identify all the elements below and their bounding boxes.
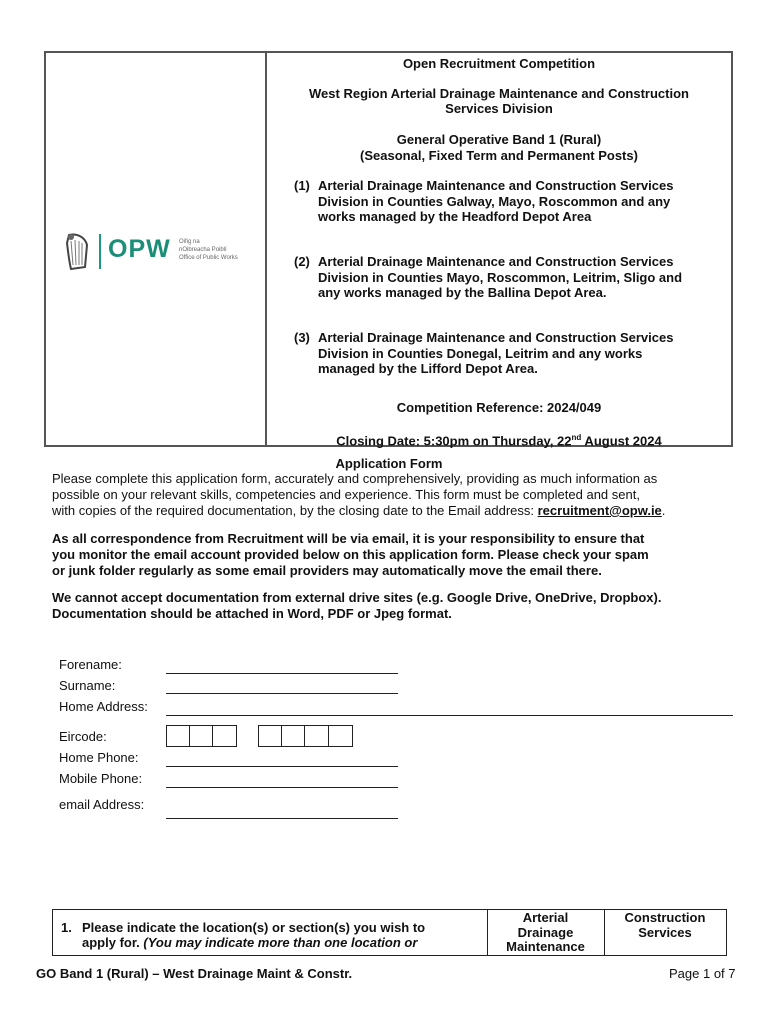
grade-line1: General Operative Band 1 (Rural) [396, 132, 602, 147]
eircode-box[interactable] [281, 725, 305, 747]
item-number: (2) [294, 254, 310, 269]
item-line: any works managed by the Ballina Depot Area. [318, 285, 607, 300]
item-line: Division in Counties Galway, Mayo, Roscommon and any [318, 193, 671, 209]
arterial-drainage-column [487, 910, 605, 955]
correspondence-line: or junk folder regularly as some email providers may automatically move the email there. [52, 563, 602, 578]
closing-date [265, 430, 733, 449]
closing-date-sup: nd [571, 433, 582, 442]
grade-line2: (Seasonal, Fixed Term and Permanent Posts) [360, 148, 638, 163]
email-label: email Address: [59, 797, 145, 812]
question-number: 1. [61, 920, 72, 935]
column-head-line: Services [638, 924, 692, 940]
eircode-box[interactable] [258, 725, 282, 747]
documentation-line: Documentation should be attached in Word, PDF or Jpeg format. [52, 606, 452, 621]
intro-text: with copies of the required documentation, by the closing date to the Email address: [52, 503, 538, 518]
item-line: works managed by the Headford Depot Area [318, 209, 592, 224]
home-address-field[interactable] [166, 715, 733, 716]
correspondence-line: As all correspondence from Recruitment will be via email, it is your responsibility to ensure that [52, 531, 645, 546]
question-text [82, 920, 482, 950]
question-line [82, 935, 482, 950]
item-line: Arterial Drainage Maintenance and Construction Services [318, 178, 674, 193]
eircode-box[interactable] [328, 725, 353, 747]
question-italic-note: (You may indicate more than one location or [143, 935, 418, 950]
region-line1: West Region Arterial Drainage Maintenance and Construction [309, 86, 689, 101]
logo-irish-line2: nOibreacha Poiblí [179, 247, 227, 253]
opw-logo [63, 231, 253, 271]
correspondence-paragraph [52, 531, 752, 579]
eircode-unique-id [258, 725, 353, 747]
logo-irish-line1: Oifig na [179, 239, 200, 245]
item-number: (3) [294, 330, 310, 345]
mobile-phone-label: Mobile Phone: [59, 771, 143, 786]
home-phone-field[interactable] [166, 766, 398, 767]
location-item-3 [294, 330, 724, 378]
logo-subtitle [179, 238, 238, 262]
email-field[interactable] [166, 818, 398, 819]
home-phone-label: Home Phone: [59, 750, 139, 765]
eircode-box[interactable] [212, 725, 237, 747]
forename-label: Forename: [59, 657, 122, 672]
application-form-heading: Application Form [335, 456, 443, 471]
eircode-box[interactable] [304, 725, 329, 747]
intro-line [52, 503, 742, 519]
column-head-line: Maintenance [506, 939, 585, 954]
surname-field[interactable] [166, 693, 398, 694]
closing-date-text: Closing Date: 5:30pm on Thursday, 22 [336, 433, 572, 449]
correspondence-line: you monitor the email account provided below on this application form. Please check your spam [52, 547, 649, 562]
construction-services-column [604, 910, 726, 955]
eircode-box[interactable] [166, 725, 190, 747]
item-line: Arterial Drainage Maintenance and Construction Services [318, 330, 674, 345]
eircode-routing-key [166, 725, 237, 747]
harp-icon [63, 231, 93, 271]
competition-title: Open Recruitment Competition [402, 56, 596, 71]
footer-title: GO Band 1 (Rural) – West Drainage Maint & Constr. [36, 966, 353, 981]
item-line: Division in Counties Mayo, Roscommon, Leitrim, Sligo and [318, 269, 683, 285]
logo-english-line: Office of Public Works [179, 255, 238, 261]
forename-field[interactable] [166, 673, 398, 674]
question-text-prefix: apply for. [82, 935, 144, 950]
eircode-box[interactable] [189, 725, 213, 747]
logo-separator [99, 234, 101, 269]
column-head-line: Construction [624, 910, 706, 925]
location-question-table [52, 909, 727, 956]
logo-opw-text: OPW [108, 235, 171, 263]
region-line2: Services Division [445, 101, 553, 116]
recruitment-email-link[interactable]: recruitment@opw.ie [537, 503, 662, 518]
item-number: (1) [294, 178, 310, 193]
item-line: managed by the Lifford Depot Area. [318, 361, 538, 376]
column-head-line: Arterial [522, 910, 569, 925]
column-head-line: Drainage [517, 924, 574, 940]
intro-paragraph [52, 471, 742, 519]
home-address-label: Home Address: [59, 699, 148, 714]
intro-line: possible on your relevant skills, competencies and experience. This form must be completed and sent, [52, 487, 640, 502]
competition-reference: Competition Reference: 2024/049 [396, 400, 602, 415]
mobile-phone-field[interactable] [166, 787, 398, 788]
documentation-paragraph [52, 590, 752, 622]
location-item-1 [294, 178, 724, 226]
surname-label: Surname: [59, 678, 116, 693]
item-line: Division in Counties Donegal, Leitrim and any works [318, 345, 643, 361]
intro-period: . [661, 503, 666, 518]
documentation-line: We cannot accept documentation from external drive sites (e.g. Google Drive, OneDrive, Dropbox). [52, 590, 662, 605]
question-cell [53, 910, 488, 955]
intro-line: Please complete this application form, accurately and comprehensively, providing as much information as [52, 471, 658, 486]
location-item-2 [294, 254, 724, 302]
item-line: Arterial Drainage Maintenance and Construction Services [318, 254, 674, 269]
question-line: Please indicate the location(s) or section(s) you wish to [82, 920, 426, 935]
closing-date-month: August 2024 [581, 433, 662, 449]
eircode-label: Eircode: [59, 729, 107, 744]
page-number: Page 1 of 7 [669, 966, 736, 981]
